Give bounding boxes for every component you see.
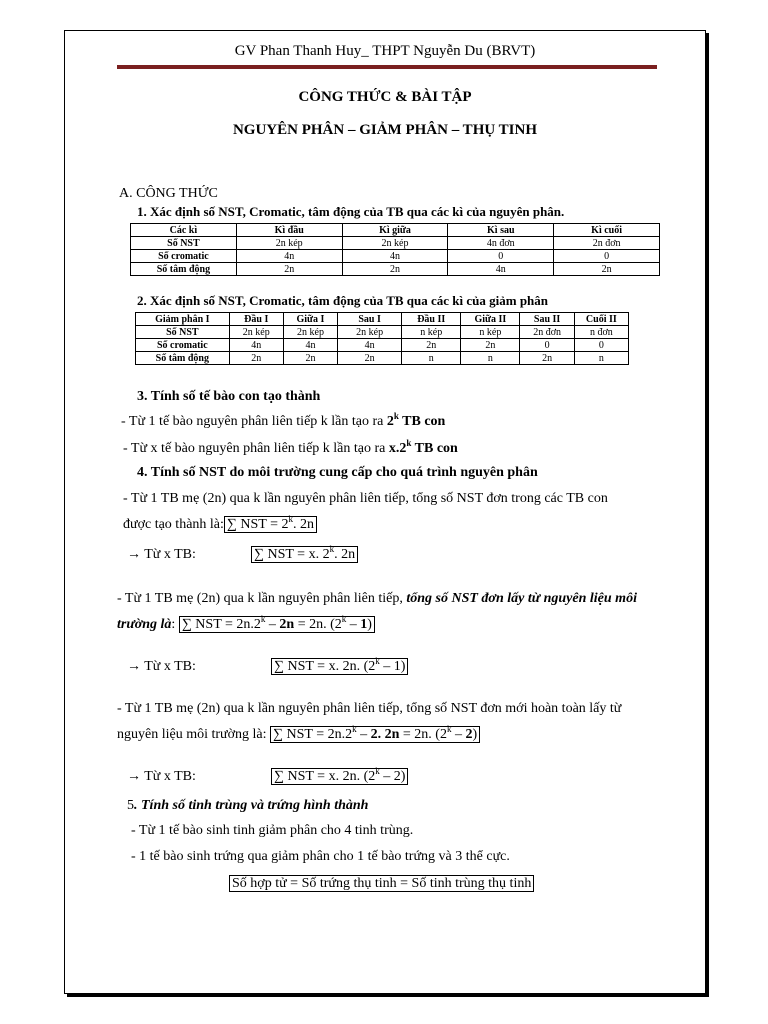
table-cell: 2n đơn xyxy=(554,237,660,250)
page-header: GV Phan Thanh Huy_ THPT Nguyễn Du (BRVT) xyxy=(234,43,536,59)
table-cell: Số cromatic xyxy=(131,250,237,263)
table-cell: n đơn xyxy=(574,326,628,339)
arrow-label-2: → Từ x TB: xyxy=(127,659,196,674)
table-cell: 2n xyxy=(402,339,461,352)
paragraph-2-line-1: - Từ 1 TB mẹ (2n) qua k lần nguyên phân liên tiếp, tổng số NST đơn lấy từ nguyên liệu môi xyxy=(117,591,637,606)
table-cell: n xyxy=(461,352,520,365)
arrow-label-3: → Từ x TB: xyxy=(127,769,196,784)
table-cell: 4n xyxy=(338,339,402,352)
table-cell: Giữa I xyxy=(283,313,337,326)
table-cell: Đầu I xyxy=(229,313,283,326)
section-5-heading: 5. Tính số tinh trùng và trứng hình thành xyxy=(127,798,369,813)
table-row xyxy=(136,326,629,339)
table-cell: 2n kép xyxy=(229,326,283,339)
section-4-heading: 4. Tính số NST do môi trường cung cấp cho quá trình nguyên phân xyxy=(137,465,538,480)
table-cell: n xyxy=(574,352,628,365)
paragraph-3-line-1: - Từ 1 TB mẹ (2n) qua k lần nguyên phân liên tiếp, tổng số NST đơn mới hoàn toàn lấy từ xyxy=(117,701,622,716)
mitosis-table xyxy=(130,223,660,276)
paragraph-3-line-2: nguyên liệu môi trường là: ∑ NST = $2n.2^k - 2$. 2n = 2n. (2$^k$ – 2) xyxy=(117,727,480,743)
table-cell: Giữa II xyxy=(461,313,520,326)
table-header-row xyxy=(136,313,629,326)
formula-2: ∑ NST = x. 2$^k$. 2n xyxy=(251,547,358,563)
table-cell: 2n xyxy=(229,352,283,365)
table-row xyxy=(131,237,660,250)
table-cell: 2n xyxy=(554,263,660,276)
table-row xyxy=(136,339,629,352)
section-a-heading: A. CÔNG THỨC xyxy=(119,186,218,201)
table-cell: Số tâm động xyxy=(136,352,230,365)
table-cell: Số NST xyxy=(136,326,230,339)
formula-4: ∑ NST = x. 2n. (2$^k$ – 1) xyxy=(271,659,408,675)
table-cell: Kì giữa xyxy=(342,224,448,237)
table-cell: Kì cuối xyxy=(554,224,660,237)
table-row xyxy=(136,352,629,365)
header-rule xyxy=(117,65,657,69)
section-3-heading: 3. Tính số tế bào con tạo thành xyxy=(137,389,321,404)
table-cell: n kép xyxy=(461,326,520,339)
doc-title: CÔNG THỨC & BÀI TẬP xyxy=(298,89,472,105)
table-cell: Cuối II xyxy=(574,313,628,326)
table-cell: 4n xyxy=(342,250,448,263)
table-cell: 4n xyxy=(236,250,342,263)
table-cell: Giảm phân I xyxy=(136,313,230,326)
table-row xyxy=(131,250,660,263)
paragraph-2-line-2: trường là: ∑ NST = $2n.2^k - 2n = 2n$. (2$^k$ – 1) xyxy=(117,617,375,633)
gamete-line-2: - 1 tế bào sinh trứng qua giảm phân cho 1 tế bào trứng và 3 thể cực. xyxy=(131,849,510,864)
table-cell: 2n xyxy=(283,352,337,365)
section-1-heading: 1. Xác định số NST, Cromatic, tâm động của TB qua các kì của nguyên phân. xyxy=(137,204,565,219)
table-cell: 2n kép xyxy=(236,237,342,250)
table-cell: 4n đơn xyxy=(448,237,554,250)
table-header-row xyxy=(131,224,660,237)
table-cell: 2n kép xyxy=(338,326,402,339)
table-cell: 2n kép xyxy=(342,237,448,250)
cell-count-line-1: - Từ 1 tế bào nguyên phân liên tiếp k lần tạo ra 2$^k$ TB con xyxy=(121,411,446,429)
table-cell: 4n xyxy=(229,339,283,352)
table-cell: 0 xyxy=(448,250,554,263)
table-cell: 0 xyxy=(520,339,574,352)
section-2-heading: 2. Xác định số NST, Cromatic, tâm động của TB qua các kì của giảm phân xyxy=(137,293,549,308)
table-cell: 2n xyxy=(236,263,342,276)
table-cell: 2n xyxy=(520,352,574,365)
final-formula: Số hợp tử = Số trứng thụ tinh = Số tinh trùng thụ tinh xyxy=(229,876,534,892)
paragraph-1-line-2: được tạo thành là: ∑ NST = $2^k$. 2n xyxy=(123,517,317,533)
table-cell: 2n đơn xyxy=(520,326,574,339)
table-cell: 0 xyxy=(554,250,660,263)
formula-1: ∑ NST = $2^k$. 2n xyxy=(224,516,317,533)
table-cell: Số NST xyxy=(131,237,237,250)
formula-5: ∑ NST = $2n.2^k - 2$. 2n = 2n. (2$^k$ – 2) xyxy=(270,726,480,743)
table-cell: 0 xyxy=(574,339,628,352)
table-cell: Đầu II xyxy=(402,313,461,326)
doc-subtitle: NGUYÊN PHÂN – GIẢM PHÂN – THỤ TINH xyxy=(232,122,538,138)
table-cell: 2n kép xyxy=(283,326,337,339)
table-row xyxy=(131,263,660,276)
cell-count-line-2: - Từ x tế bào nguyên phân liên tiếp k lần tạo ra x.2$^k$ TB con xyxy=(123,438,458,456)
table-cell: Số cromatic xyxy=(136,339,230,352)
arrow-label-1: → Từ x TB: xyxy=(127,547,196,562)
table-cell: Số tâm động xyxy=(131,263,237,276)
table-cell: Các kì xyxy=(131,224,237,237)
table-cell: Sau I xyxy=(338,313,402,326)
table-cell: 2n xyxy=(461,339,520,352)
table-cell: Kì sau xyxy=(448,224,554,237)
table-cell: 2n xyxy=(338,352,402,365)
table-cell: 4n xyxy=(283,339,337,352)
gamete-line-1: - Từ 1 tế bào sinh tinh giảm phân cho 4 tinh trùng. xyxy=(131,823,414,838)
page-frame xyxy=(64,30,706,994)
paragraph-1-line-1: - Từ 1 TB mẹ (2n) qua k lần nguyên phân liên tiếp, tổng số NST đơn trong các TB con xyxy=(123,491,608,506)
table-cell: n xyxy=(402,352,461,365)
meiosis-table xyxy=(135,312,629,365)
table-cell: n kép xyxy=(402,326,461,339)
table-cell: 2n xyxy=(342,263,448,276)
table-cell: 4n xyxy=(448,263,554,276)
formula-6: ∑ NST = x. 2n. (2$^k$ – 2) xyxy=(271,769,408,785)
table-cell: Sau II xyxy=(520,313,574,326)
formula-3: ∑ NST = $2n.2^k - 2n = 2n$. (2$^k$ – 1) xyxy=(179,616,375,633)
table-cell: Kì đầu xyxy=(236,224,342,237)
